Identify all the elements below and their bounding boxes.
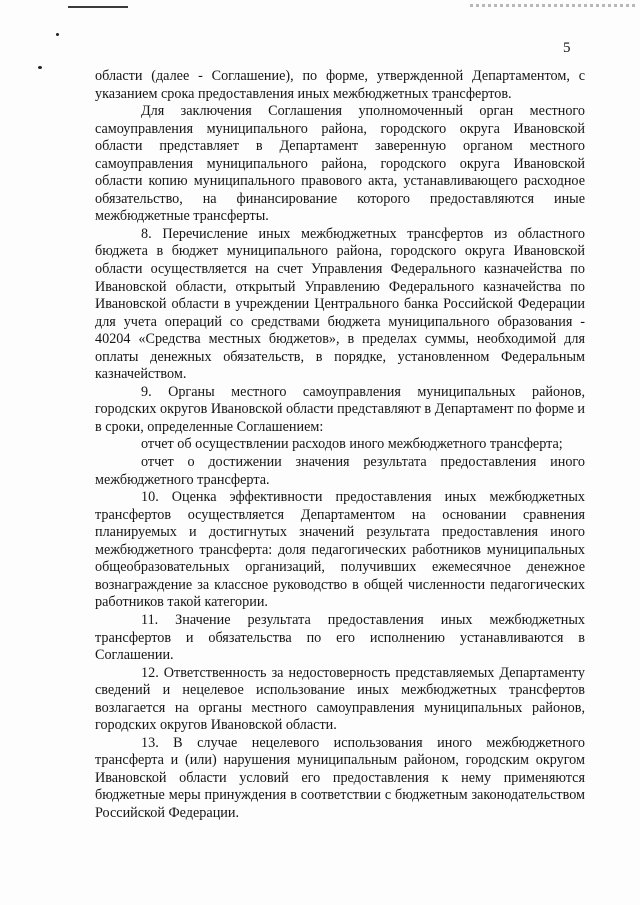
paragraph-11: 11. Значение результата предоставления иных межбюджетных трансфертов и обязательства по его исполнению устанавливаются в Соглашении. <box>95 611 585 664</box>
scan-speck <box>56 33 59 36</box>
scan-speck <box>38 66 42 69</box>
paragraph-13: 13. В случае нецелевого использования иного межбюджетного трансферта и (или) нарушения муниципальным районом, городским округом Ивановской области условий его предоставления к нему применяются бюджетные меры принуждения в соответствии с бюджетным законодательством Российской Федерации. <box>95 734 585 821</box>
paragraph-continuation: области (далее - Соглашение), по форме, утвержденной Департаментом, с указанием срока предоставления иных межбюджетных трансфертов. <box>95 68 585 102</box>
body-text <box>95 68 585 823</box>
paragraph-8: 8. Перечисление иных межбюджетных трансфертов из областного бюджета в бюджет муниципального района, городского округа Ивановской области осуществляется на счет Управления Федерального казначейства по Ивановской области, открытый Управлению Федерального казначейства по Ивановской области в учреждении Центрального банка Российской Федерации для учета операций со средствами бюджета муниципального образования - 40204 «Средства местных бюджетов», в пределах суммы, необходимой для оплаты денежных обязательств, в порядке, установленном Федеральным казначейством. <box>95 225 585 383</box>
scan-mark-line <box>68 6 128 8</box>
paragraph-9: 9. Органы местного самоуправления муниципальных районов, городских округов Ивановской области представляют в Департамент по форме и в сроки, определенные Соглашением: <box>95 383 585 435</box>
paragraph-agreement: Для заключения Соглашения уполномоченный орган местного самоуправления муниципального района, городского округа Ивановской области представляет в Департамент заверенную органом местного самоуправления муниципального района, городского округа Ивановской области копию муниципального правового акта, устанавливающего расходное обязательство, на финансирование которого предоставляются иные межбюджетные трансферты. <box>95 103 585 225</box>
scan-noise-strip <box>470 4 638 7</box>
paragraph-report-expenses: отчет об осуществлении расходов иного межбюджетного трансферта; <box>141 436 563 453</box>
paragraph-12: 12. Ответственность за недостоверность представляемых Департаменту сведений и нецелевое использование иных межбюджетных трансфертов возлагается на органы местного самоуправления муниципальных районов, городских округов Ивановской области. <box>95 664 585 734</box>
paragraph-report-result: отчет о достижении значения результата предоставления иного межбюджетного трансферта. <box>95 454 585 488</box>
paragraph-10: 10. Оценка эффективности предоставления иных межбюджетных трансфертов осуществляется Департаментом на основании сравнения планируемых и достигнутых значений результата предоставления иного межбюджетного трансферта: доля педагогических работников муниципальных общеобразовательных организаций, получивших ежемесячное денежное вознаграждение за классное руководство в общей численности педагогических работников такой категории. <box>95 489 585 611</box>
page-number: 5 <box>563 40 571 56</box>
